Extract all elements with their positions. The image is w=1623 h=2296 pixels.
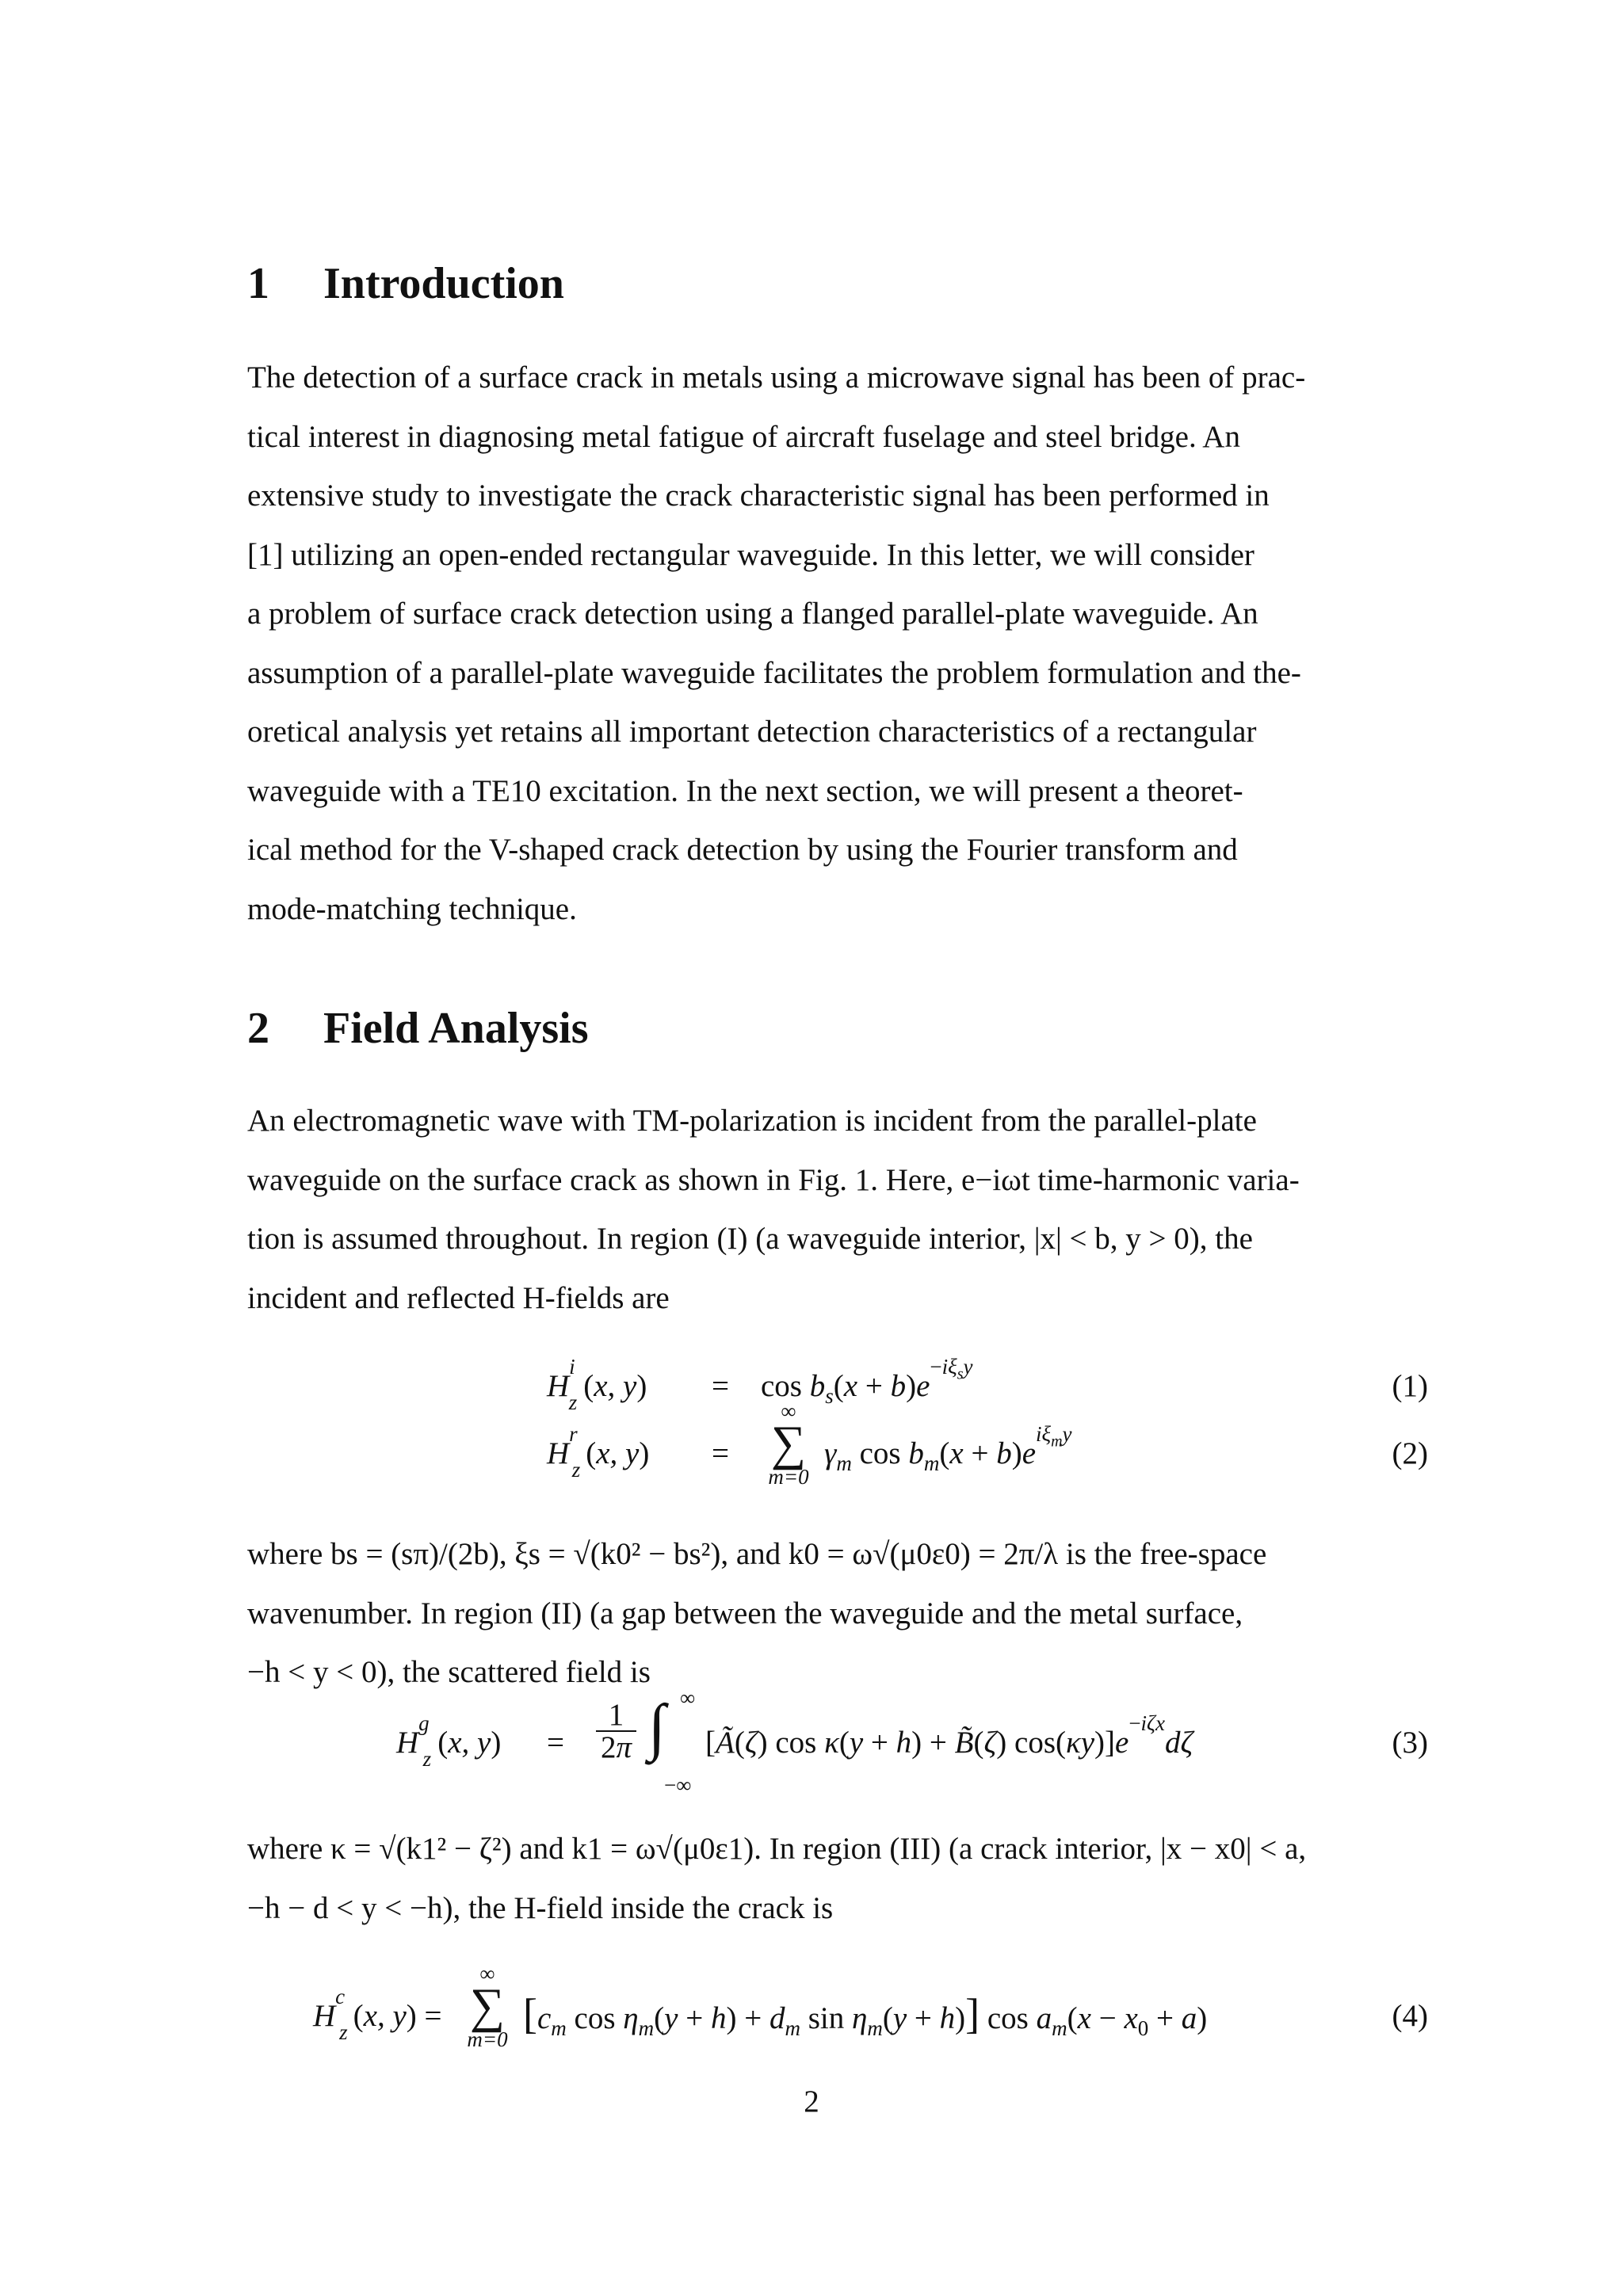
- integral-upper-limit: ∞: [680, 1686, 696, 1710]
- equation-3-fraction: $\frac{1}{2\pi}$: [596, 1699, 636, 1763]
- equation-3-rhs: [Ã(ζ) cos κ(y + h) + B̃(ζ) $\cos(\kappa y)]e^{-i\zeta x}d\zeta$: [705, 1711, 1193, 1760]
- analysis-line-7: −h < y < 0), the scattered field is: [247, 1655, 651, 1689]
- analysis-line-2: waveguide on the surface crack as shown in Fig. 1. Here, e−iωt time-harmonic varia-: [247, 1162, 1300, 1197]
- section-heading-field-analysis: [247, 1006, 589, 1051]
- intro-line-7: oretical analysis yet retains all important detection characteristics of a rectangular: [247, 715, 1257, 749]
- intro-line-3: extensive study to investigate the crack characteristic signal has been performed in: [247, 479, 1270, 513]
- intro-line-4: [1] utilizing an open-ended rectangular waveguide. In this letter, we will consider: [247, 537, 1254, 572]
- equation-3-equals: =: [547, 1726, 564, 1760]
- analysis-paragraph-2: [247, 1525, 1428, 1703]
- analysis-line-8: where κ = √(k1² − ζ²) and k1 = ω√(μ0ε1). In region (III) (a crack interior, |x − x0| < a,: [247, 1832, 1307, 1866]
- analysis-line-1: An electromagnetic wave with TM-polarization is incident from the parallel-plate: [247, 1104, 1257, 1138]
- analysis-line-6: wavenumber. In region (II) (a gap between the waveguide and the metal surface,: [247, 1596, 1243, 1630]
- intro-line-1: The detection of a surface crack in metals using a microwave signal has been of prac-: [247, 360, 1306, 395]
- integral-sign: ∫: [648, 1692, 666, 1762]
- equation-4-rhs: [$c_m$ $\cos \eta_m(y + h) + d_m$ $\sin \eta_m(y + h)$] $\cos a_m(x - x_0 + a)$: [523, 1990, 1208, 2040]
- integral-lower-limit: −∞: [664, 1773, 692, 1797]
- intro-line-10: mode-matching technique.: [247, 891, 577, 926]
- summation-sign: ∞ ∑ m=0: [768, 1399, 809, 1489]
- intro-line-5: a problem of surface crack detection using a flanged parallel-plate waveguide. An: [247, 597, 1258, 631]
- equation-number-4: (4): [1392, 1999, 1428, 2033]
- section-number: 1: [247, 259, 269, 308]
- equation-4-lhs: $H^c_z$ (x, y) =: [313, 1985, 442, 2044]
- equation-1-equals: =: [712, 1369, 729, 1403]
- intro-line-6: assumption of a parallel-plate waveguide facilitates the problem formulation and the-: [247, 655, 1301, 690]
- equation-2-lhs: $H^r_z$ (x, y): [547, 1422, 650, 1482]
- intro-paragraph: [247, 349, 1428, 939]
- section-title: Field Analysis: [323, 1004, 589, 1053]
- page-number: 2: [804, 2084, 819, 2119]
- equation-number-2: (2): [1392, 1436, 1428, 1470]
- intro-line-9: ical method for the V-shaped crack detection by using the Fourier transform and: [247, 833, 1238, 867]
- section-title: Introduction: [323, 259, 564, 308]
- equation-1-rhs: $\cos b_s(x + b)e^{-i\xi_sy}$: [761, 1355, 973, 1408]
- analysis-paragraph-1: [247, 1092, 1428, 1328]
- equation-1-lhs: $H^i_z$ (x, y): [547, 1355, 647, 1414]
- equation-2-equals: =: [712, 1436, 729, 1470]
- section-number: 2: [247, 1004, 269, 1053]
- summation-sign-4: ∞ ∑ m=0: [467, 1962, 508, 2051]
- equation-number-3: (3): [1392, 1726, 1428, 1760]
- analysis-paragraph-3: [247, 1820, 1428, 1938]
- analysis-line-3: tion is assumed throughout. In region (I) (a waveguide interior, |x| < b, y > 0), the: [247, 1222, 1253, 1256]
- analysis-line-9: −h − d < y < −h), the H-field inside the crack is: [247, 1890, 834, 1925]
- analysis-line-4: incident and reflected H-fields are: [247, 1280, 670, 1315]
- intro-line-8: waveguide with a TE10 excitation. In the next section, we will present a theoret-: [247, 773, 1243, 808]
- intro-line-2: tical interest in diagnosing metal fatigue of aircraft fuselage and steel bridge. An: [247, 419, 1240, 454]
- equation-3-lhs: $H^g_z$ (x, y): [396, 1711, 502, 1771]
- section-heading-introduction: [247, 261, 564, 306]
- analysis-line-5: where bs = (sπ)/(2b), ξs = √(k0² − bs²), and k0 = ω√(μ0ε0) = 2π/λ is the free-space: [247, 1537, 1267, 1571]
- equation-2-rhs: $\gamma_m$ $\cos b_m(x + b)e^{i\xi_my}$: [824, 1422, 1072, 1475]
- equation-number-1: (1): [1392, 1369, 1428, 1403]
